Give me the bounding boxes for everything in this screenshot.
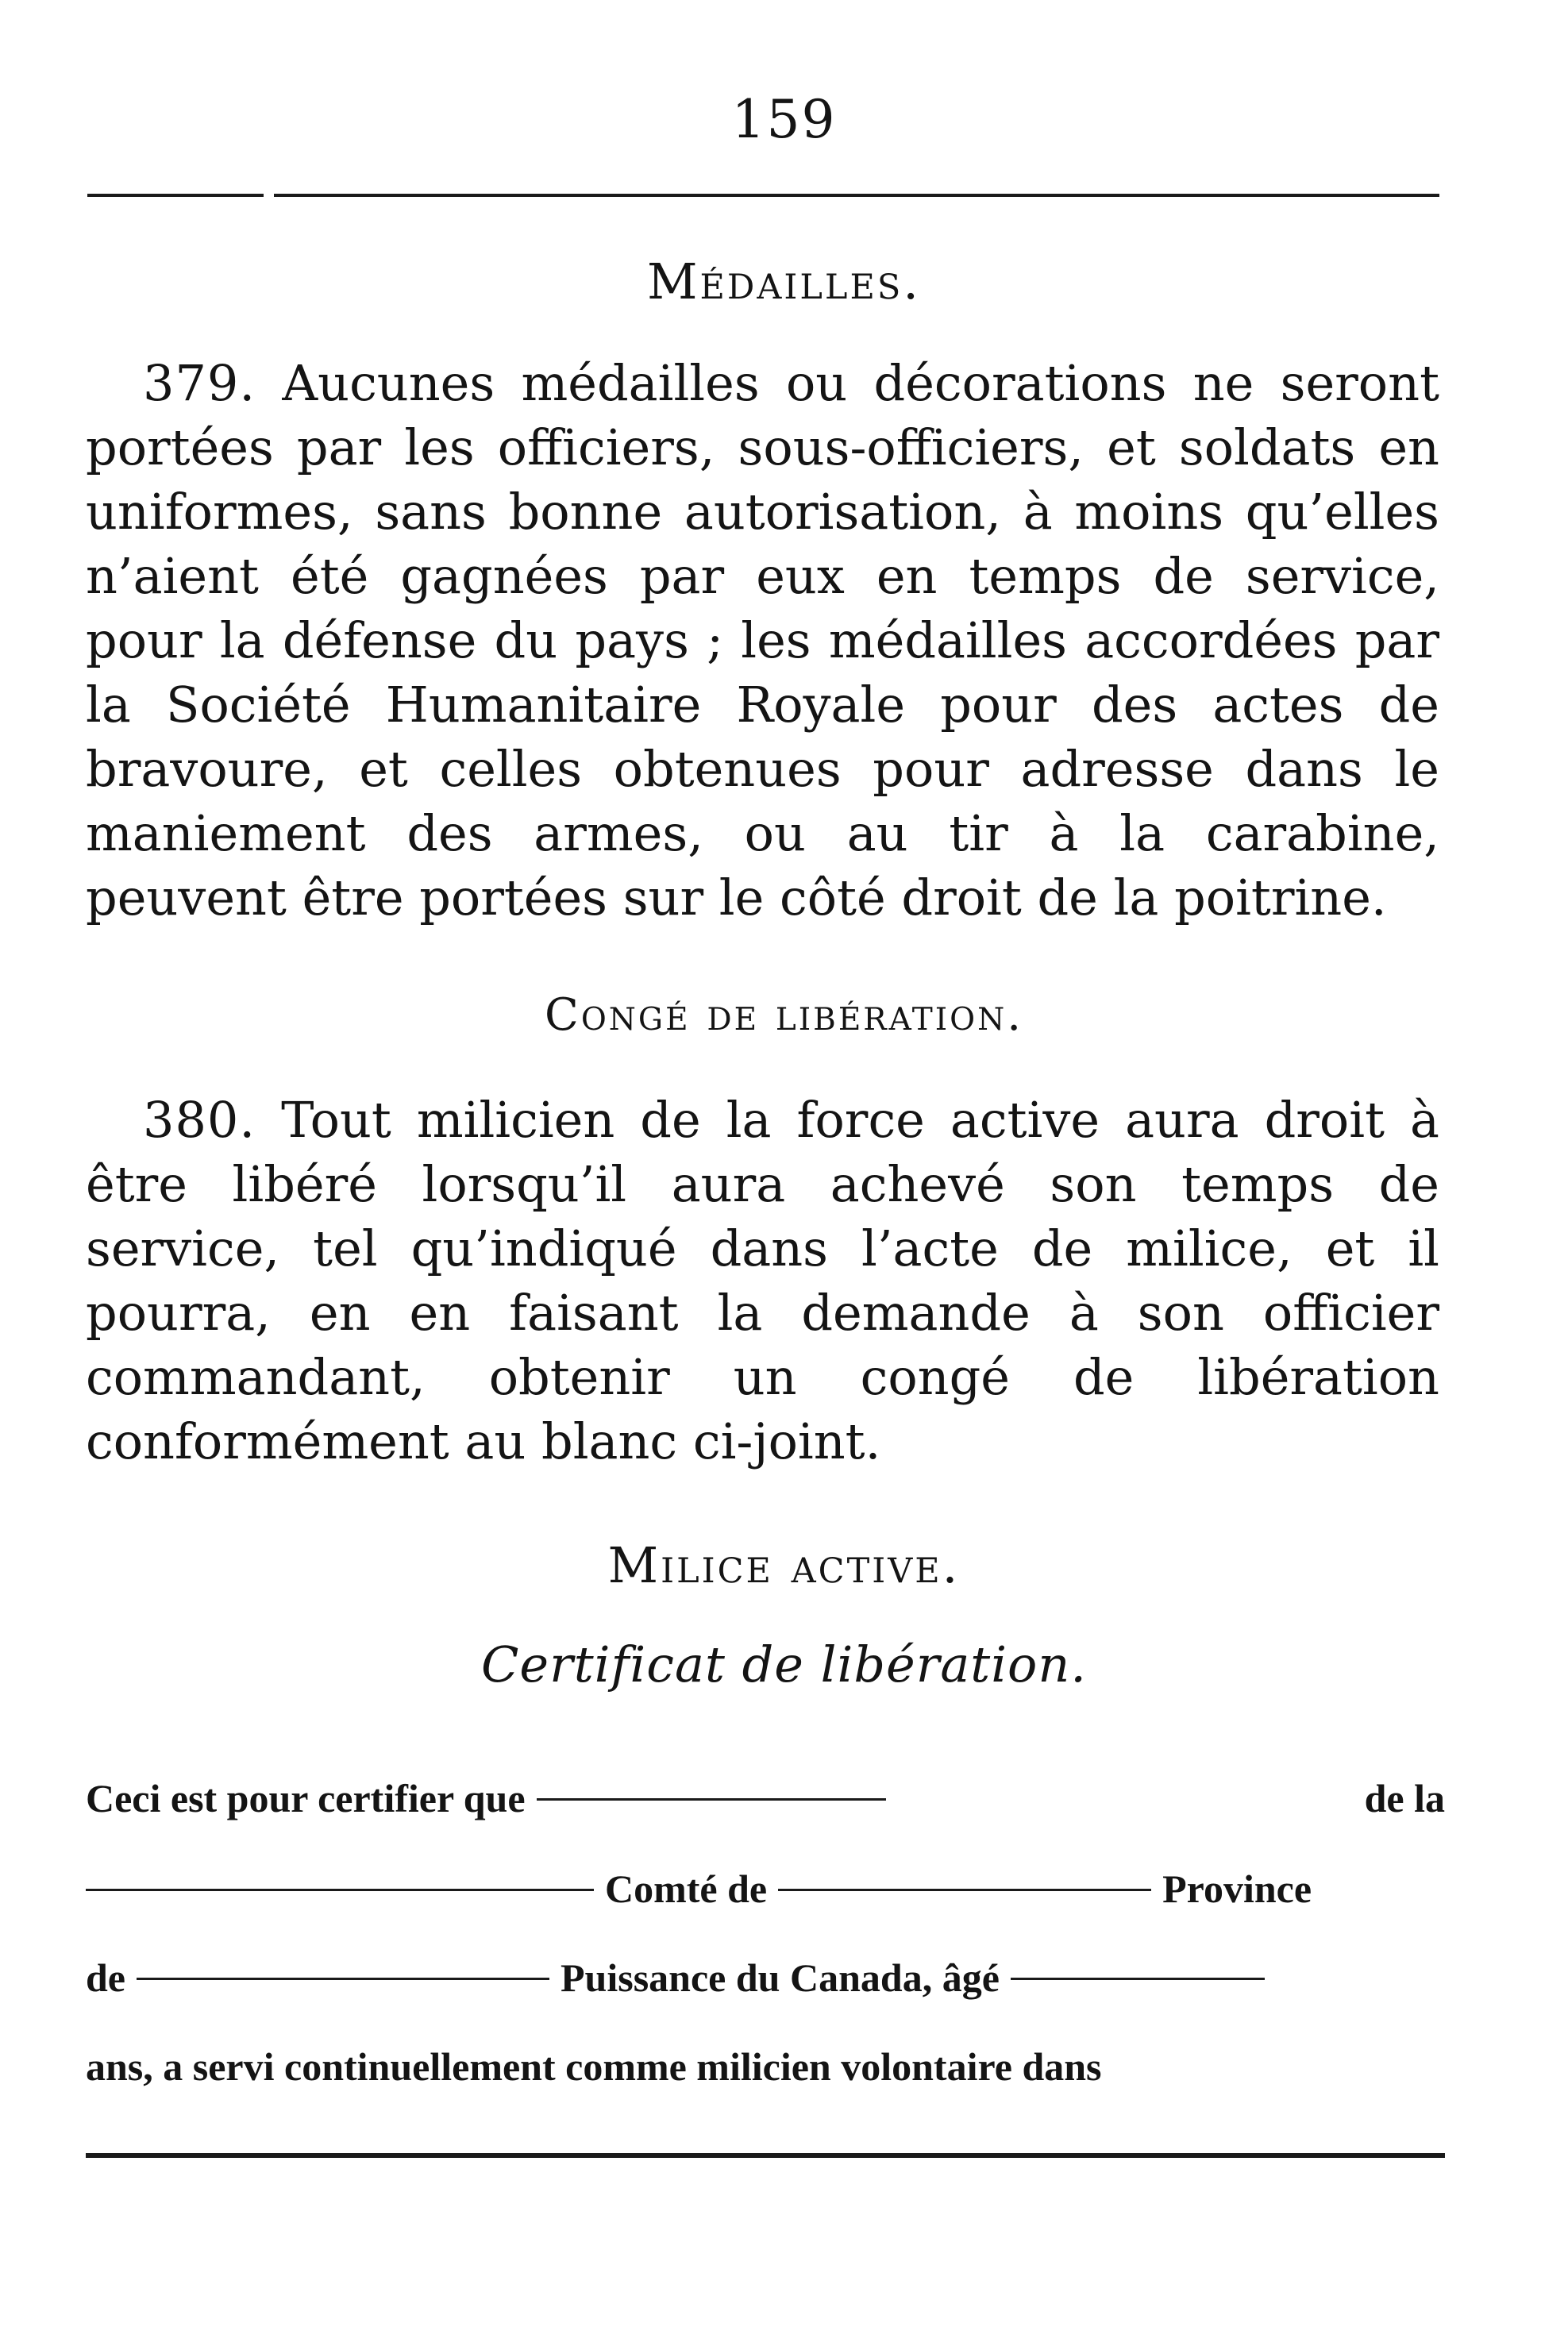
form-line-3: [86, 1955, 1445, 2001]
section-heading-medailles: Médailles.: [646, 252, 922, 310]
form-line-3-label: de: [86, 1955, 125, 2000]
form-line-4-text: ans, a servi continuellement comme milicien volontaire dans: [86, 2044, 1102, 2089]
section-heading-milice: Milice active.: [607, 1536, 961, 1594]
form-line-2-label: Comté de: [605, 1867, 768, 1911]
form-line-2: [86, 1866, 1445, 1912]
form-line-1: [86, 1775, 1445, 1821]
paragraph-380-text: Tout milicien de la force active aura droit à être libéré lorsqu’il aura achevé son temps de service, tel qu’indiqué dans l’acte de milice, et il pourra, en en faisant la demande à son officier commandant, obtenir un congé de libération conformément au blanc ci-joint.: [86, 1091, 1439, 1470]
blank-county: [778, 1889, 1151, 1891]
blank-age: [1011, 1978, 1265, 1980]
section-heading-conge: Congé de libération.: [544, 989, 1024, 1041]
blank-province: [137, 1978, 549, 1980]
form-line-1-label: Ceci est pour certifier que: [86, 1776, 526, 1820]
certificate-title: Certificat de libération.: [480, 1635, 1088, 1693]
form-line-1-end: de la: [1364, 1776, 1445, 1820]
footer-rule: [86, 2153, 1445, 2158]
paragraph-number-379: 379.: [143, 354, 256, 412]
paragraph-379-text: Aucunes médailles ou décorations ne seront portées par les officiers, sous-officiers, et soldats en uniformes, sans bonne autorisation, à moins qu’elles n’aient été gagnées par eux en temps de service, pour la défense du pays ; les médailles accordées par la Société Humanitaire Royale pour des actes de bravoure, et celles obtenues pour adresse dans le maniement des armes, ou au tir à la carabine, peuvent être portées sur le côté droit de la poitrine.: [86, 354, 1439, 927]
form-line-3-mid: Puissance du Canada, âgé: [561, 1955, 1000, 2000]
blank-locality: [86, 1889, 594, 1891]
page-number: 159: [731, 89, 837, 150]
paragraph-380: [86, 1088, 1439, 1474]
form-line-2-end: Province: [1162, 1867, 1312, 1911]
blank-name: [537, 1798, 886, 1801]
header-rule-right: [274, 194, 1439, 197]
paragraph-379: [86, 351, 1439, 930]
paragraph-number-380: 380.: [143, 1091, 256, 1149]
header-rule-left: [87, 194, 264, 197]
form-line-4: [86, 2044, 1445, 2090]
